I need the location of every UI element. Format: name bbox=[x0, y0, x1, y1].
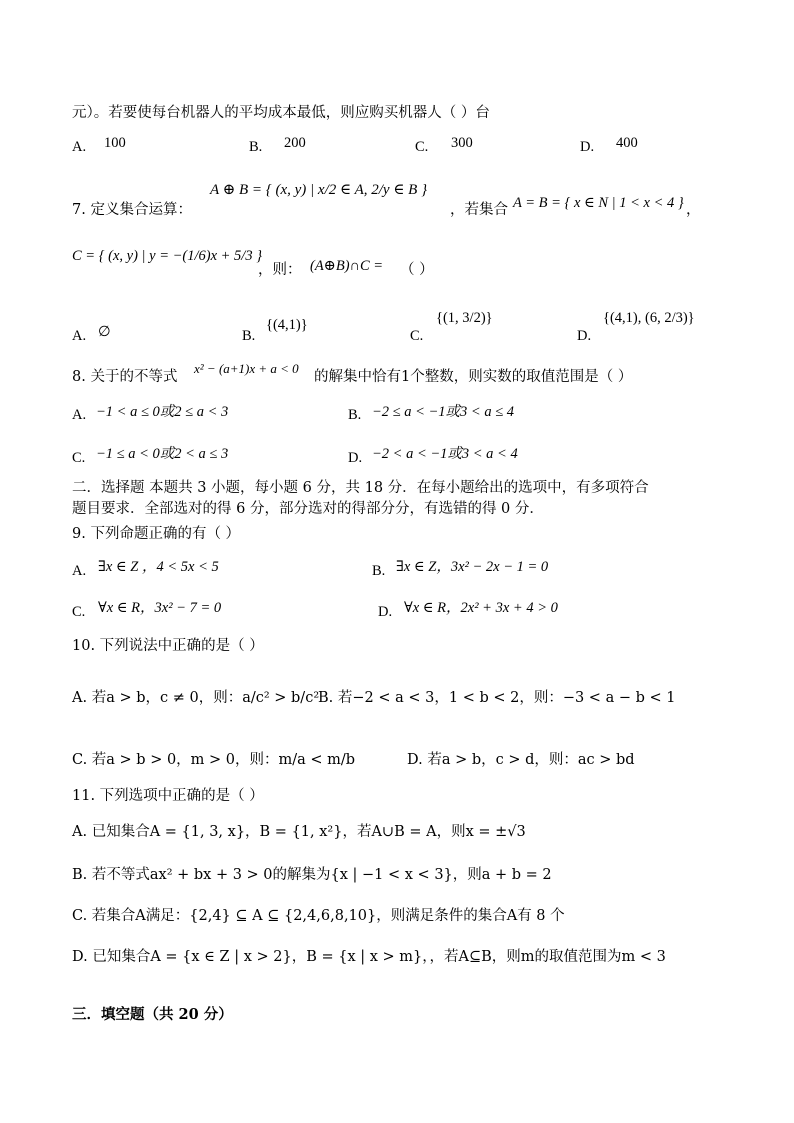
q8-option-b-value: −2 ≤ a < −1或3 < a ≤ 4 bbox=[372, 404, 515, 420]
q7-option-d-value: {(4,1), (6, 2/3)} bbox=[603, 310, 695, 326]
q9-option-b-label: B. bbox=[372, 563, 386, 579]
q10-option-a: A. 若a > b，c ≠ 0，则：a/c² > b/c² bbox=[72, 690, 320, 706]
q6-option-b-label: B. bbox=[249, 139, 263, 155]
q6-stem-continuation: 元）。若要使每台机器人的平均成本最低，则应购买机器人（ ）台 bbox=[72, 105, 490, 121]
q6-option-d-value: 400 bbox=[616, 135, 638, 151]
section-2-instructions-line-2: 题目要求．全部选对的得 6 分，部分选对的得部分分，有选错的得 0 分． bbox=[72, 501, 544, 517]
q8-option-c-label: C. bbox=[72, 450, 86, 466]
q8-option-a-value: −1 < a ≤ 0或2 ≤ a < 3 bbox=[96, 404, 229, 420]
q7-answer-paren: （ ） bbox=[400, 262, 434, 278]
q6-option-c-value: 300 bbox=[451, 135, 473, 151]
q6-option-b-value: 200 bbox=[284, 135, 306, 151]
q7-option-d-label: D. bbox=[577, 328, 592, 344]
q11-option-a: A. 已知集合A = {1, 3, x}，B = {1, x²}，若A∪B = A，则x = ±√3 bbox=[72, 824, 526, 840]
q11-option-d: D. 已知集合A = {x ∈ Z | x > 2}，B = {x | x > m}，，若A⊆B，则m的取值范围为m < 3 bbox=[72, 949, 666, 965]
section-3-title: 三．填空题（共 20 分） bbox=[72, 1006, 233, 1023]
q7-option-c-value: {(1, 3/2)} bbox=[436, 310, 493, 326]
q9-option-c-label: C. bbox=[72, 604, 86, 620]
q7-option-a-value: ∅ bbox=[98, 324, 111, 340]
q7-option-b-value: {(4,1)} bbox=[266, 317, 308, 333]
q6-option-a-value: 100 bbox=[104, 135, 126, 151]
q7-stem-prefix: 7. 定义集合运算： bbox=[72, 202, 192, 218]
q7-option-b-label: B. bbox=[242, 328, 256, 344]
q7-stem-then: ，则： bbox=[258, 262, 302, 278]
q9-option-d-value: ∀x ∈ R，2x² + 3x + 4 > 0 bbox=[404, 600, 558, 616]
q9-option-a-value: ∃x ∈ Z ，4 < 5x < 5 bbox=[98, 559, 219, 575]
q7-set-c: C = { (x, y) | y = −(1/6)x + 5/3 } bbox=[72, 248, 263, 264]
q10-option-c: C. 若a > b > 0，m > 0，则：m/a < m/b bbox=[72, 752, 356, 768]
q10-option-b: B. 若−2 < a < 3，1 < b < 2，则：−3 < a − b < 1 bbox=[318, 690, 676, 706]
q8-option-c-value: −1 ≤ a < 0或2 < a ≤ 3 bbox=[96, 446, 229, 462]
q9-stem: 9. 下列命题正确的有（ ） bbox=[72, 526, 241, 542]
q6-option-a-label: A. bbox=[72, 139, 87, 155]
q9-option-c-value: ∀x ∈ R，3x² − 7 = 0 bbox=[98, 600, 222, 616]
q10-stem: 10. 下列说法中正确的是（ ） bbox=[72, 638, 264, 654]
q10-option-d: D. 若a > b，c > d，则：ac > bd bbox=[407, 752, 635, 768]
q7-option-c-label: C. bbox=[410, 328, 424, 344]
q9-option-a-label: A. bbox=[72, 563, 87, 579]
q8-option-b-label: B. bbox=[348, 407, 362, 423]
q7-operation-definition: A ⊕ B = { (x, y) | x/2 ∈ A, 2/y ∈ B } bbox=[210, 182, 428, 198]
q8-stem-suffix: 的解集中恰有1个整数，则实数的取值范围是（ ） bbox=[314, 369, 633, 385]
q7-stem-comma: ， bbox=[686, 202, 701, 218]
section-2-instructions-line-1: 二．选择题 本题共 3 小题，每小题 6 分，共 18 分．在每小题给出的选项中，有多项符合 bbox=[72, 480, 649, 496]
q7-option-a-label: A. bbox=[72, 328, 87, 344]
q8-stem-prefix: 8. 关于的不等式 bbox=[72, 369, 178, 385]
q8-option-a-label: A. bbox=[72, 407, 87, 423]
q7-stem-mid: ，若集合 bbox=[450, 202, 508, 218]
q8-option-d-label: D. bbox=[348, 450, 363, 466]
q6-option-d-label: D. bbox=[580, 139, 595, 155]
q9-option-b-value: ∃x ∈ Z，3x² − 2x − 1 = 0 bbox=[396, 559, 549, 575]
q11-option-b: B. 若不等式ax² + bx + 3 > 0的解集为{x | −1 < x < 3}，则a + b = 2 bbox=[72, 867, 552, 883]
q7-set-a-b: A = B = { x ∈ N | 1 < x < 4 } bbox=[513, 195, 684, 211]
q9-option-d-label: D. bbox=[378, 604, 393, 620]
q8-option-d-value: −2 < a < −1或3 < a < 4 bbox=[372, 446, 518, 462]
q11-option-c: C. 若集合A满足：{2,4} ⊆ A ⊆ {2,4,6,8,10}，则满足条件的集合A有 8 个 bbox=[72, 908, 565, 924]
q6-option-c-label: C. bbox=[415, 139, 429, 155]
q7-expression: (A⊕B)∩C = bbox=[310, 258, 384, 274]
q8-inequality: x² − (a+1)x + a < 0 bbox=[194, 361, 299, 376]
q11-stem: 11. 下列选项中正确的是（ ） bbox=[72, 788, 264, 804]
